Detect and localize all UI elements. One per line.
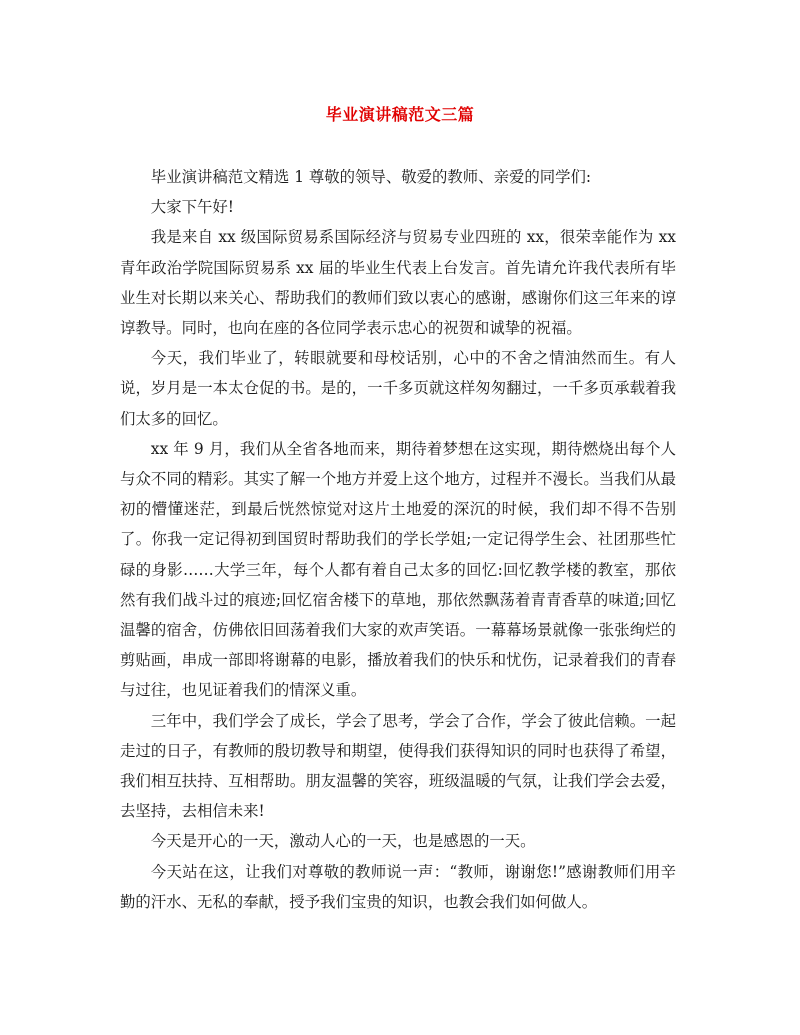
paragraph-salutation: 毕业演讲稿范文精选 1 尊敬的领导、敬爱的教师、亲爱的同学们: <box>150 168 592 186</box>
paragraph-greeting: 大家下午好! <box>150 198 234 217</box>
paragraph-gratitude-day: 今天是开心的一天，激动人心的一天，也是感恩的一天。 <box>150 832 536 851</box>
paragraph-thanks-teachers: 今天站在这，让我们对尊敬的教师说一声：“教师，谢谢您!”感谢教师们用辛勤的汗水、无私的奉献，授予我们宝贵的知识，也教会我们如何做人。 <box>120 862 676 911</box>
document-title: 毕业演讲稿范文三篇 <box>325 105 475 124</box>
paragraph-farewell: 今天，我们毕业了，转眼就要和母校话别，心中的不舍之情油然而生。有人说，岁月是一本太仓促的书。是的，一千多页就这样匆匆翻过，一千多页承载着我们太多的回忆。 <box>120 349 676 428</box>
paragraph-growth: 三年中，我们学会了成长，学会了思考，学会了合作，学会了彼此信赖。一起走过的日子，有教师的殷切教导和期望，使得我们获得知识的同时也获得了希望，我们相互扶持、互相帮助。朋友温馨的笑容，班级温暖的气氛，让我们学会去爱，去坚持，去相信未来! <box>120 711 676 821</box>
document-body <box>120 162 676 917</box>
paragraph-memories: xx 年 9 月，我们从全省各地而来，期待着梦想在这实现，期待燃烧出每个人与众不同的精彩。其实了解一个地方并爱上这个地方，过程并不漫长。当我们从最初的懵懂迷茫，到最后恍然惊觉对这片土地爱的深沉的时候，我们却不得不告别了。你我一定记得初到国贸时帮助我们的学长学姐;一定记得学生会、社团那些忙碌的身影……大学三年，每个人都有着自己太多的回忆:回忆教学楼的教室，那依然有我们战斗过的痕迹;回忆宿舍楼下的草地，那依然飘荡着青青香草的味道;回忆温馨的宿舍，仿佛依旧回荡着我们大家的欢声笑语。一幕幕场景就像一张张绚烂的剪贴画，串成一部即将谢幕的电影，播放着我们的快乐和忧伤，记录着我们的青春与过往，也见证着我们的情深义重。 <box>120 439 676 700</box>
paragraph-introduction: 我是来自 xx 级国际贸易系国际经济与贸易专业四班的 xx，很荣幸能作为 xx 青年政治学院国际贸易系 xx 届的毕业生代表上台发言。首先请允许我代表所有毕业生对长期以来关心、帮助我们的教师们致以衷心的感谢，感谢你们这三年来的谆谆教导。同时，也向在座的各位同学表示忠心的祝贺和诚挚的祝福。 <box>120 228 676 338</box>
